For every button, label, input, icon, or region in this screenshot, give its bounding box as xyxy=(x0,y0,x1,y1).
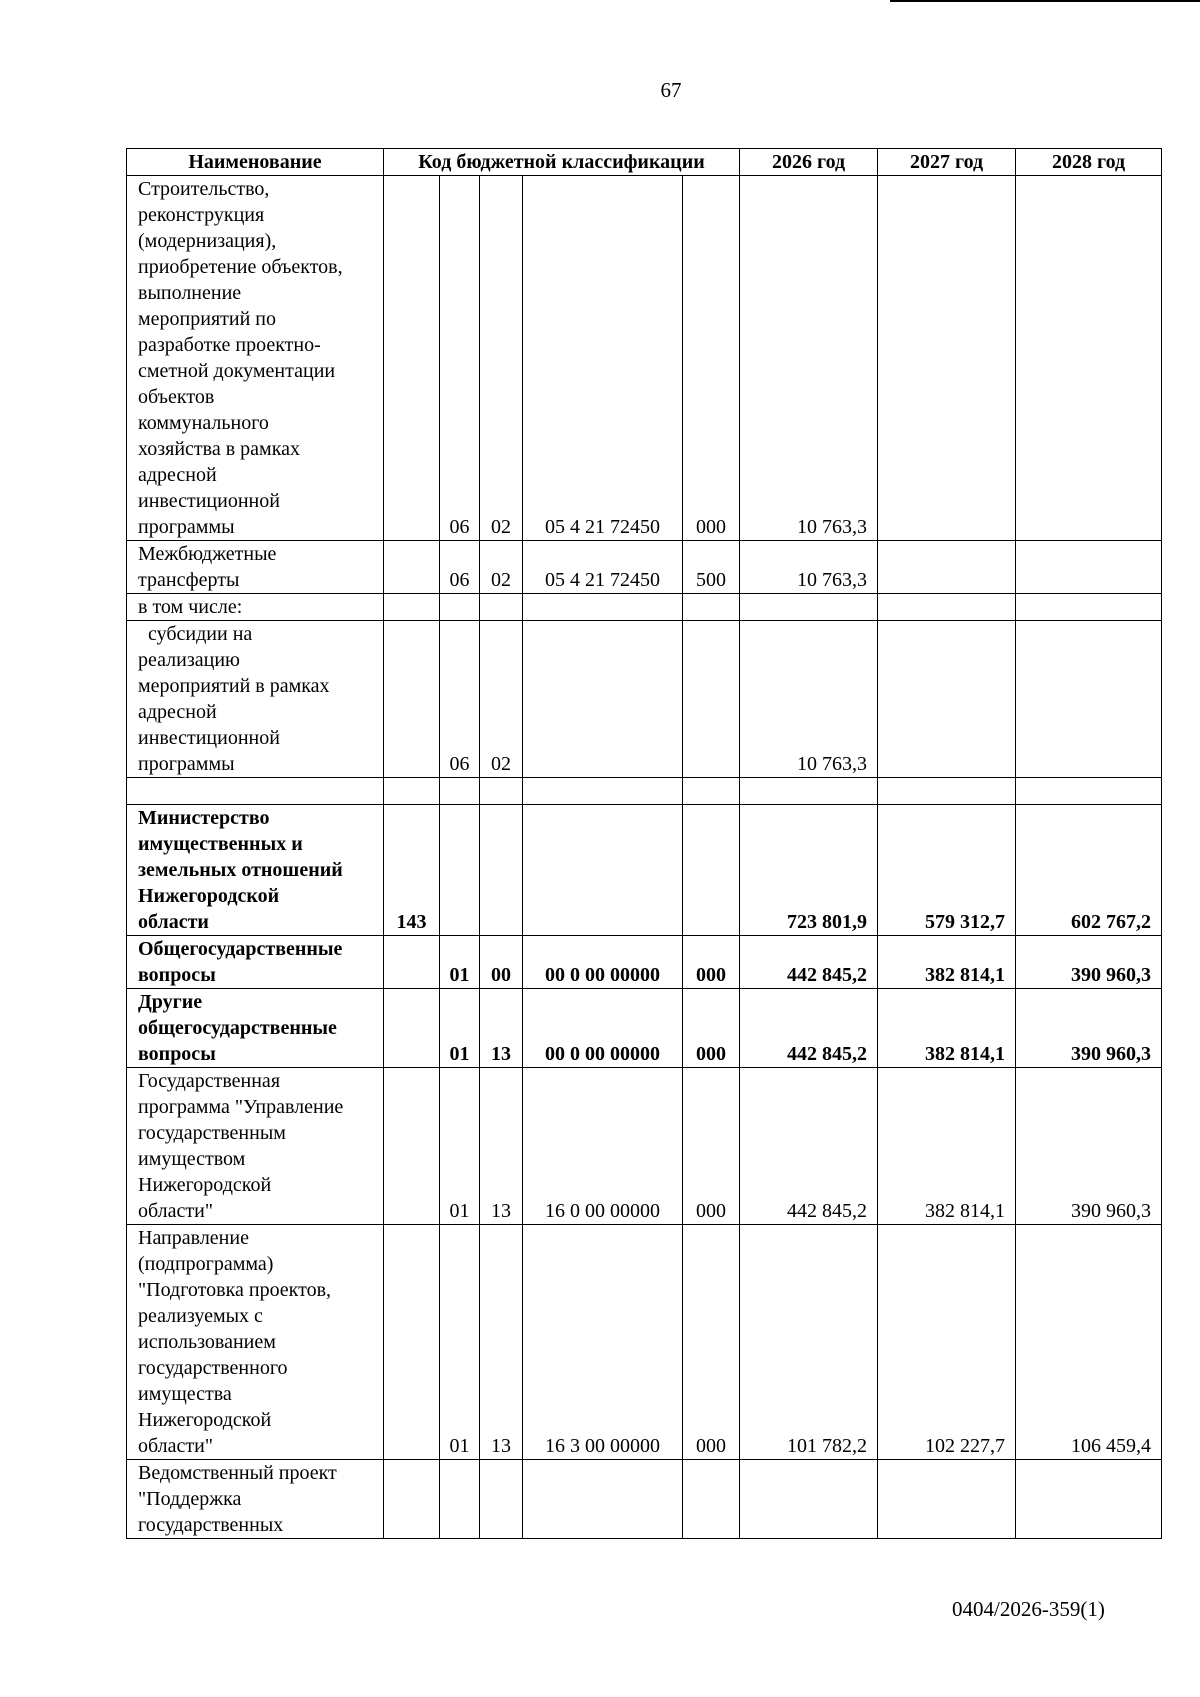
row-name-line: Строительство, xyxy=(138,178,270,200)
cell-sub: 00 xyxy=(480,936,523,989)
cell-sec: 01 xyxy=(440,1068,480,1225)
row-name-line: использованием xyxy=(138,1331,276,1353)
cell-sub: 13 xyxy=(480,1068,523,1225)
row-name-line: субсидии на xyxy=(148,623,253,645)
table-header-row xyxy=(127,149,1162,176)
row-name xyxy=(127,1460,384,1539)
row-name-line: Нижегородской xyxy=(138,885,280,907)
row-name-line: хозяйства в рамках xyxy=(138,438,300,460)
cell-y2028 xyxy=(1016,594,1162,621)
cell-y2027: 382 814,1 xyxy=(878,1068,1016,1225)
row-name-line: (подпрограмма) xyxy=(138,1253,274,1275)
row-name-line xyxy=(138,778,379,804)
row-name-line: имущества xyxy=(138,1383,232,1405)
table-row xyxy=(127,621,1162,778)
cell-vr xyxy=(683,805,740,936)
cell-sec xyxy=(440,805,480,936)
cell-vr xyxy=(683,778,740,805)
cell-dept xyxy=(384,621,440,778)
cell-y2026 xyxy=(740,594,878,621)
cell-y2028: 390 960,3 xyxy=(1016,989,1162,1068)
cell-y2026: 10 763,3 xyxy=(740,541,878,594)
cell-vr xyxy=(683,621,740,778)
cell-y2027: 382 814,1 xyxy=(878,989,1016,1068)
row-name-line: мероприятий в рамках xyxy=(138,675,330,697)
row-name-line: Межбюджетные xyxy=(138,543,277,565)
cell-dept xyxy=(384,778,440,805)
header-2026: 2026 год xyxy=(740,149,878,176)
table-row xyxy=(127,541,1162,594)
table-row xyxy=(127,989,1162,1068)
cell-sub: 02 xyxy=(480,621,523,778)
row-name xyxy=(127,621,384,778)
cell-y2027 xyxy=(878,594,1016,621)
cell-y2027 xyxy=(878,1460,1016,1539)
cell-csr: 16 3 00 00000 xyxy=(523,1225,683,1460)
cell-y2028: 602 767,2 xyxy=(1016,805,1162,936)
cell-dept xyxy=(384,541,440,594)
row-name-line: инвестиционной xyxy=(138,727,280,749)
row-name-line: программа "Управление xyxy=(138,1096,344,1118)
cell-y2028 xyxy=(1016,621,1162,778)
cell-dept xyxy=(384,176,440,541)
header-2028: 2028 год xyxy=(1016,149,1162,176)
row-name-line: (модернизация), xyxy=(138,230,277,252)
cell-y2026 xyxy=(740,778,878,805)
cell-y2026: 442 845,2 xyxy=(740,989,878,1068)
cell-y2026: 442 845,2 xyxy=(740,936,878,989)
table-row xyxy=(127,1068,1162,1225)
row-name-line: государственного xyxy=(138,1357,288,1379)
cell-csr xyxy=(523,805,683,936)
row-name-line: вопросы xyxy=(138,1043,216,1065)
cell-y2026: 723 801,9 xyxy=(740,805,878,936)
cell-sec: 01 xyxy=(440,936,480,989)
cell-dept xyxy=(384,1068,440,1225)
cell-csr: 05 4 21 72450 xyxy=(523,541,683,594)
row-name-line: программы xyxy=(138,753,235,775)
cell-y2028: 390 960,3 xyxy=(1016,936,1162,989)
row-name-line: общегосударственные xyxy=(138,1017,337,1039)
cell-sub: 02 xyxy=(480,541,523,594)
cell-y2027 xyxy=(878,176,1016,541)
table-row xyxy=(127,778,1162,805)
table-row xyxy=(127,1225,1162,1460)
cell-y2027: 579 312,7 xyxy=(878,805,1016,936)
row-name-line: области" xyxy=(138,1200,214,1222)
row-name-line: вопросы xyxy=(138,964,216,986)
cell-y2028 xyxy=(1016,541,1162,594)
row-name-line: Другие xyxy=(138,991,203,1013)
row-name-line: реконструкция xyxy=(138,204,265,226)
row-name-line: сметной документации xyxy=(138,360,336,382)
row-name xyxy=(127,594,384,621)
cell-dept xyxy=(384,989,440,1068)
row-name-line: Нижегородской xyxy=(138,1409,272,1431)
table-row xyxy=(127,805,1162,936)
cell-y2027: 382 814,1 xyxy=(878,936,1016,989)
row-name-line: Ведомственный проект xyxy=(138,1462,337,1484)
header-2027: 2027 год xyxy=(878,149,1016,176)
cell-sub xyxy=(480,778,523,805)
cell-y2028 xyxy=(1016,778,1162,805)
cell-dept: 143 xyxy=(384,805,440,936)
cell-y2026: 101 782,2 xyxy=(740,1225,878,1460)
row-name-line: "Подготовка проектов, xyxy=(138,1279,332,1301)
cell-sec: 06 xyxy=(440,541,480,594)
cell-sec xyxy=(440,778,480,805)
cell-dept xyxy=(384,594,440,621)
row-name-line: имуществом xyxy=(138,1148,246,1170)
cell-y2028 xyxy=(1016,176,1162,541)
cell-csr xyxy=(523,594,683,621)
document-code: 0404/2026-359(1) xyxy=(952,1597,1105,1621)
cell-csr: 00 0 00 00000 xyxy=(523,936,683,989)
row-name-line: Министерство xyxy=(138,807,270,829)
row-name-line: Общегосударственные xyxy=(138,938,343,960)
row-name xyxy=(127,936,384,989)
row-name-line: области" xyxy=(138,1435,214,1457)
cell-sec: 06 xyxy=(440,176,480,541)
row-name-line: объектов xyxy=(138,386,215,408)
cell-y2026 xyxy=(740,1460,878,1539)
row-name-line: адресной xyxy=(138,701,217,723)
header-code: Код бюджетной классификации xyxy=(384,149,740,176)
row-name-line: мероприятий по xyxy=(138,308,276,330)
row-name-line: трансферты xyxy=(138,569,240,591)
cell-sub xyxy=(480,1460,523,1539)
row-name xyxy=(127,805,384,936)
cell-csr: 05 4 21 72450 xyxy=(523,176,683,541)
row-name-line: приобретение объектов, xyxy=(138,256,343,278)
row-name-line: Государственная xyxy=(138,1070,281,1092)
cell-y2026: 442 845,2 xyxy=(740,1068,878,1225)
row-name-line: области xyxy=(138,911,209,933)
cell-dept xyxy=(384,1460,440,1539)
header-name: Наименование xyxy=(127,149,384,176)
cell-vr: 000 xyxy=(683,1068,740,1225)
cell-sub: 13 xyxy=(480,1225,523,1460)
row-name-line: реализацию xyxy=(138,649,240,671)
cell-vr: 000 xyxy=(683,176,740,541)
cell-csr xyxy=(523,778,683,805)
cell-y2027: 102 227,7 xyxy=(878,1225,1016,1460)
cell-vr: 500 xyxy=(683,541,740,594)
table-row xyxy=(127,176,1162,541)
cell-y2028: 106 459,4 xyxy=(1016,1225,1162,1460)
cell-vr: 000 xyxy=(683,936,740,989)
row-name xyxy=(127,541,384,594)
cell-y2027 xyxy=(878,778,1016,805)
row-name xyxy=(127,176,384,541)
cell-sec: 01 xyxy=(440,1225,480,1460)
cell-y2028: 390 960,3 xyxy=(1016,1068,1162,1225)
cell-sec: 06 xyxy=(440,621,480,778)
cell-sec xyxy=(440,594,480,621)
cell-vr xyxy=(683,594,740,621)
cell-sub xyxy=(480,594,523,621)
row-name-line: земельных отношений xyxy=(138,859,343,881)
cell-sec: 01 xyxy=(440,989,480,1068)
row-name-line: Направление xyxy=(138,1227,249,1249)
cell-csr: 00 0 00 00000 xyxy=(523,989,683,1068)
cell-csr: 16 0 00 00000 xyxy=(523,1068,683,1225)
cell-sub: 02 xyxy=(480,176,523,541)
row-name-line: адресной xyxy=(138,464,217,486)
cell-y2027 xyxy=(878,621,1016,778)
row-name-line: коммунального xyxy=(138,412,269,434)
row-name-line: в том числе: xyxy=(138,596,243,618)
row-name xyxy=(127,778,384,805)
budget-table xyxy=(126,148,1162,1539)
cell-dept xyxy=(384,936,440,989)
cell-y2026: 10 763,3 xyxy=(740,176,878,541)
row-name-line: программы xyxy=(138,516,235,538)
cell-y2028 xyxy=(1016,1460,1162,1539)
row-name xyxy=(127,1225,384,1460)
cell-csr xyxy=(523,1460,683,1539)
cell-dept xyxy=(384,1225,440,1460)
cell-sub: 13 xyxy=(480,989,523,1068)
cell-y2026: 10 763,3 xyxy=(740,621,878,778)
row-name-line: инвестиционной xyxy=(138,490,280,512)
cell-sub xyxy=(480,805,523,936)
table-body xyxy=(127,176,1162,1539)
cell-vr: 000 xyxy=(683,1225,740,1460)
top-edge-line xyxy=(890,0,1200,2)
row-name-line: Нижегородской xyxy=(138,1174,272,1196)
cell-sec xyxy=(440,1460,480,1539)
row-name-line: государственным xyxy=(138,1122,286,1144)
row-name-line: разработке проектно- xyxy=(138,334,321,356)
table-row xyxy=(127,936,1162,989)
row-name-line: выполнение xyxy=(138,282,242,304)
row-name-line: "Поддержка xyxy=(138,1488,242,1510)
cell-vr: 000 xyxy=(683,989,740,1068)
page-number: 67 xyxy=(660,78,682,102)
row-name-line: государственных xyxy=(138,1514,284,1536)
cell-csr xyxy=(523,621,683,778)
table-row xyxy=(127,1460,1162,1539)
cell-vr xyxy=(683,1460,740,1539)
table-row xyxy=(127,594,1162,621)
row-name-line: имущественных и xyxy=(138,833,303,855)
row-name xyxy=(127,1068,384,1225)
cell-y2027 xyxy=(878,541,1016,594)
row-name-line: реализуемых с xyxy=(138,1305,263,1327)
row-name xyxy=(127,989,384,1068)
